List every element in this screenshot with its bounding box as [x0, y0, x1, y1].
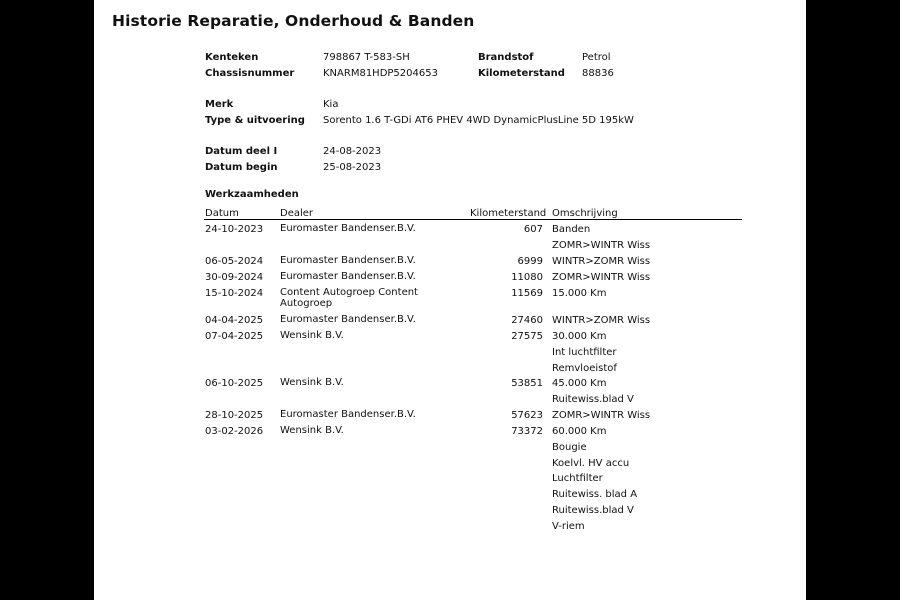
column-header-date: Datum — [205, 208, 239, 219]
header-divider — [204, 219, 742, 220]
row-kilometerstand: 57623 — [511, 410, 543, 421]
row-dealer: Euromaster Bandenser.B.V. — [280, 255, 416, 266]
row-description-line: ZOMR>WINTR Wiss — [552, 239, 651, 251]
row-description-line: 45.000 Km — [552, 378, 607, 389]
row-kilometerstand: 27575 — [511, 331, 543, 342]
row-kilometerstand: 27460 — [511, 315, 543, 326]
row-description-line: Ruitewiss.blad V — [552, 393, 634, 405]
kilometerstand-value: 88836 — [582, 68, 614, 79]
row-description-line: Koelvl. HV accu — [552, 457, 630, 469]
row-description-line: Ruitewiss.blad V — [552, 505, 634, 516]
row-kilometerstand: 53851 — [511, 378, 543, 389]
row-description-line: 15.000 Km — [552, 288, 607, 299]
brandstof-label: Brandstof — [478, 52, 534, 63]
type-value: Sorento 1.6 T-GDi AT6 PHEV 4WD DynamicPlusLine 5D 195kW — [323, 115, 634, 126]
row-kilometerstand: 73372 — [511, 426, 543, 437]
row-description-line: V-riem — [552, 520, 585, 532]
row-date: 15-10-2024 — [205, 288, 264, 299]
row-date: 28-10-2025 — [205, 410, 264, 421]
row-description-line: WINTR>ZOMR Wiss — [552, 315, 651, 326]
row-description-line: ZOMR>WINTR Wiss — [552, 272, 651, 283]
column-header-km: Kilometerstand — [470, 208, 547, 219]
row-dealer: Euromaster Bandenser.B.V. — [280, 271, 416, 282]
kenteken-label: Kenteken — [205, 52, 259, 63]
merk-label: Merk — [205, 99, 234, 110]
column-header-description: Omschrijving — [552, 208, 618, 219]
kilometerstand-label: Kilometerstand — [478, 68, 565, 79]
row-description-line: ZOMR>WINTR Wiss — [552, 410, 651, 421]
merk-value: Kia — [323, 99, 339, 110]
row-description-line: Banden — [552, 224, 591, 235]
row-dealer: Wensink B.V. — [280, 330, 344, 341]
row-description-line: 60.000 Km — [552, 426, 607, 437]
row-kilometerstand: 6999 — [517, 256, 543, 267]
row-description-line: Luchtfilter — [552, 473, 603, 485]
row-date: 07-04-2025 — [205, 331, 264, 342]
datum-deel-label: Datum deel I — [205, 146, 278, 157]
row-date: 03-02-2026 — [205, 426, 264, 437]
row-description-line: Int luchtfilter — [552, 346, 617, 358]
datum-deel-value: 24-08-2023 — [323, 146, 382, 157]
row-kilometerstand: 11080 — [511, 272, 543, 283]
row-date: 30-09-2024 — [205, 272, 264, 283]
werkzaamheden-heading: Werkzaamheden — [205, 189, 299, 200]
datum-begin-value: 25-08-2023 — [323, 162, 382, 173]
row-dealer: Euromaster Bandenser.B.V. — [280, 314, 416, 325]
row-dealer: Wensink B.V. — [280, 377, 344, 388]
row-dealer: Content Autogroep Content Autogroep — [280, 287, 418, 309]
row-kilometerstand: 11569 — [511, 288, 543, 299]
row-description-line: Remvloeistof — [552, 362, 617, 374]
row-description-line: WINTR>ZOMR Wiss — [552, 256, 651, 267]
row-date: 24-10-2023 — [205, 224, 264, 235]
datum-begin-label: Datum begin — [205, 162, 278, 173]
row-description-line: 30.000 Km — [552, 331, 607, 342]
row-date: 06-05-2024 — [205, 256, 264, 267]
column-header-dealer: Dealer — [280, 208, 314, 219]
chassis-label: Chassisnummer — [205, 68, 295, 79]
kenteken-value: 798867 T-583-SH — [323, 52, 410, 63]
row-description-line: Bougie — [552, 441, 587, 453]
row-dealer: Wensink B.V. — [280, 425, 344, 436]
type-label: Type & uitvoering — [205, 115, 305, 126]
brandstof-value: Petrol — [582, 52, 611, 63]
row-date: 06-10-2025 — [205, 378, 264, 389]
page-title: Historie Reparatie, Onderhoud & Banden — [112, 12, 475, 30]
row-kilometerstand: 607 — [523, 224, 543, 235]
chassis-value: KNARM81HDP5204653 — [323, 68, 438, 79]
row-dealer: Euromaster Bandenser.B.V. — [280, 409, 416, 420]
row-date: 04-04-2025 — [205, 315, 264, 326]
row-dealer: Euromaster Bandenser.B.V. — [280, 223, 416, 234]
row-description-line: Ruitewiss. blad A — [552, 489, 638, 501]
